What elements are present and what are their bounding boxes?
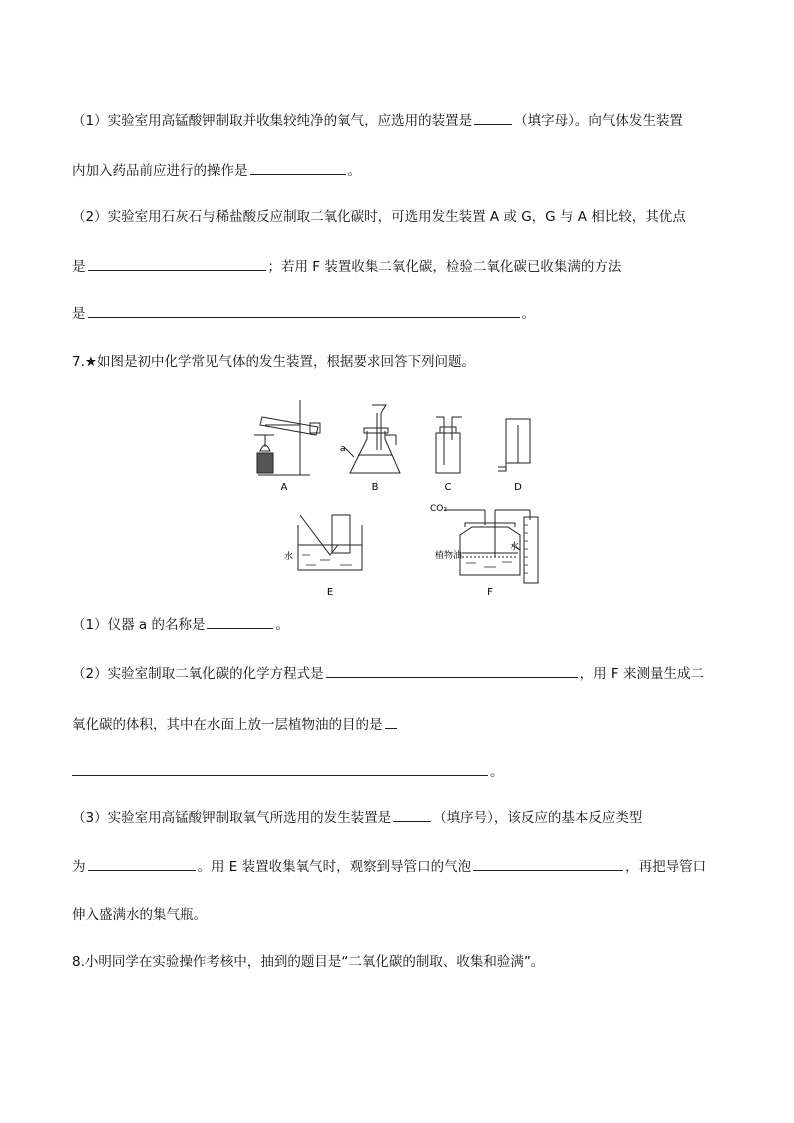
- q7-part3-text-a: （3）实验室用高锰酸钾制取氧气所选用的发生装置是: [72, 810, 392, 826]
- label-f-apparatus: F: [487, 587, 493, 598]
- q7-title: [72, 352, 475, 372]
- q6-part2-line3: [72, 303, 535, 324]
- label-b-apparatus: B: [371, 482, 379, 493]
- q6-part1-line2: [72, 160, 361, 181]
- q7-part2-line2: [72, 714, 399, 735]
- q7-part2-text-a: （2）实验室制取二氧化碳的化学方程式是: [72, 666, 324, 682]
- q7-part3-line3: [72, 905, 207, 925]
- q7-part3-text-d: 。用 E 装置收集氧气时，观察到导管口的气泡: [197, 859, 472, 875]
- apparatus-c: [436, 417, 462, 473]
- q7-title-text: 7.★如图是初中化学常见气体的发生装置，根据要求回答下列问题。: [72, 354, 475, 370]
- q7-part2-text-c: 氧化碳的体积，其中在水面上放一层植物油的目的是: [72, 717, 383, 733]
- label-water-f: 水: [510, 542, 520, 552]
- period: 。: [347, 163, 361, 179]
- answer-blank[interactable]: [250, 160, 346, 175]
- answer-blank[interactable]: [88, 256, 266, 271]
- answer-blank[interactable]: [88, 856, 196, 871]
- label-water-e: 水: [284, 552, 294, 562]
- q7-part1-text: （1）仪器 a 的名称是: [72, 617, 206, 633]
- q7-part3-text-f: 伸入盛满水的集气瓶。: [72, 907, 207, 923]
- q6-part1-text-a: （1）实验室用高锰酸钾制取并收集较纯净的氧气，应选用的装置是: [72, 113, 473, 129]
- label-vegetable-oil: 植物油: [435, 551, 463, 561]
- q6-part2-line2: [72, 256, 621, 277]
- answer-blank[interactable]: [474, 110, 512, 125]
- q7-part3-text-e: ，再把导管口: [625, 859, 707, 875]
- label-co2: CO₂: [430, 504, 447, 514]
- apparatus-figure: [240, 395, 570, 605]
- apparatus-diagram: [240, 395, 570, 605]
- label-c-apparatus: C: [444, 482, 452, 493]
- q7-part3-line1: [72, 807, 642, 828]
- q6-part2-text-c: ；若用 F 装置收集二氧化碳，检验二氧化碳已收集满的方法: [267, 259, 622, 275]
- q6-part1-text-c: 内加入药品前应进行的操作是: [72, 163, 248, 179]
- answer-blank[interactable]: [72, 761, 488, 776]
- q8-title: [72, 952, 544, 972]
- q8-title-text: 8.小明同学在实验操作考核中，抽到的题目是“二氧化碳的制取、收集和验满”。: [72, 954, 545, 970]
- q7-part1: [72, 614, 289, 635]
- label-d-apparatus: D: [514, 482, 522, 493]
- q7-part2-line3: [72, 761, 504, 782]
- q7-part3-text-c: 为: [72, 859, 86, 875]
- q7-part3-text-b: （填序号），该反应的基本反应类型: [433, 810, 643, 826]
- label-instrument-a: a: [340, 444, 346, 454]
- period: 。: [275, 617, 289, 633]
- apparatus-a: [254, 400, 320, 475]
- q6-part2-text-b: 是: [72, 259, 86, 275]
- apparatus-b: [344, 405, 400, 473]
- q6-part1-line1: [72, 110, 683, 131]
- period: 。: [521, 306, 535, 322]
- q6-part2-text-d: 是: [72, 306, 86, 322]
- answer-blank[interactable]: [473, 856, 623, 871]
- answer-blank[interactable]: [326, 663, 578, 678]
- q6-part1-text-b: （填字母）。向气体发生装置: [514, 113, 683, 129]
- apparatus-f: [445, 510, 538, 583]
- answer-blank[interactable]: [207, 614, 273, 629]
- period: 。: [490, 764, 504, 780]
- apparatus-d: [498, 419, 530, 471]
- answer-blank[interactable]: [88, 303, 520, 318]
- label-a-apparatus: A: [280, 482, 288, 493]
- answer-blank[interactable]: [393, 807, 431, 822]
- answer-blank[interactable]: [385, 714, 397, 729]
- label-e-apparatus: E: [326, 587, 334, 598]
- q6-part2-text-a: （2）实验室用石灰石与稀盐酸反应制取二氧化碳时，可选用发生装置 A 或 G，G 与 A 相比较，其优点: [72, 209, 686, 225]
- q7-part2-line1: [72, 663, 704, 684]
- q7-part3-line2: [72, 856, 706, 877]
- apparatus-e: [298, 515, 362, 570]
- q7-part2-text-b: ，用 F 来测量生成二: [579, 666, 704, 682]
- q6-part2-line1: [72, 207, 686, 227]
